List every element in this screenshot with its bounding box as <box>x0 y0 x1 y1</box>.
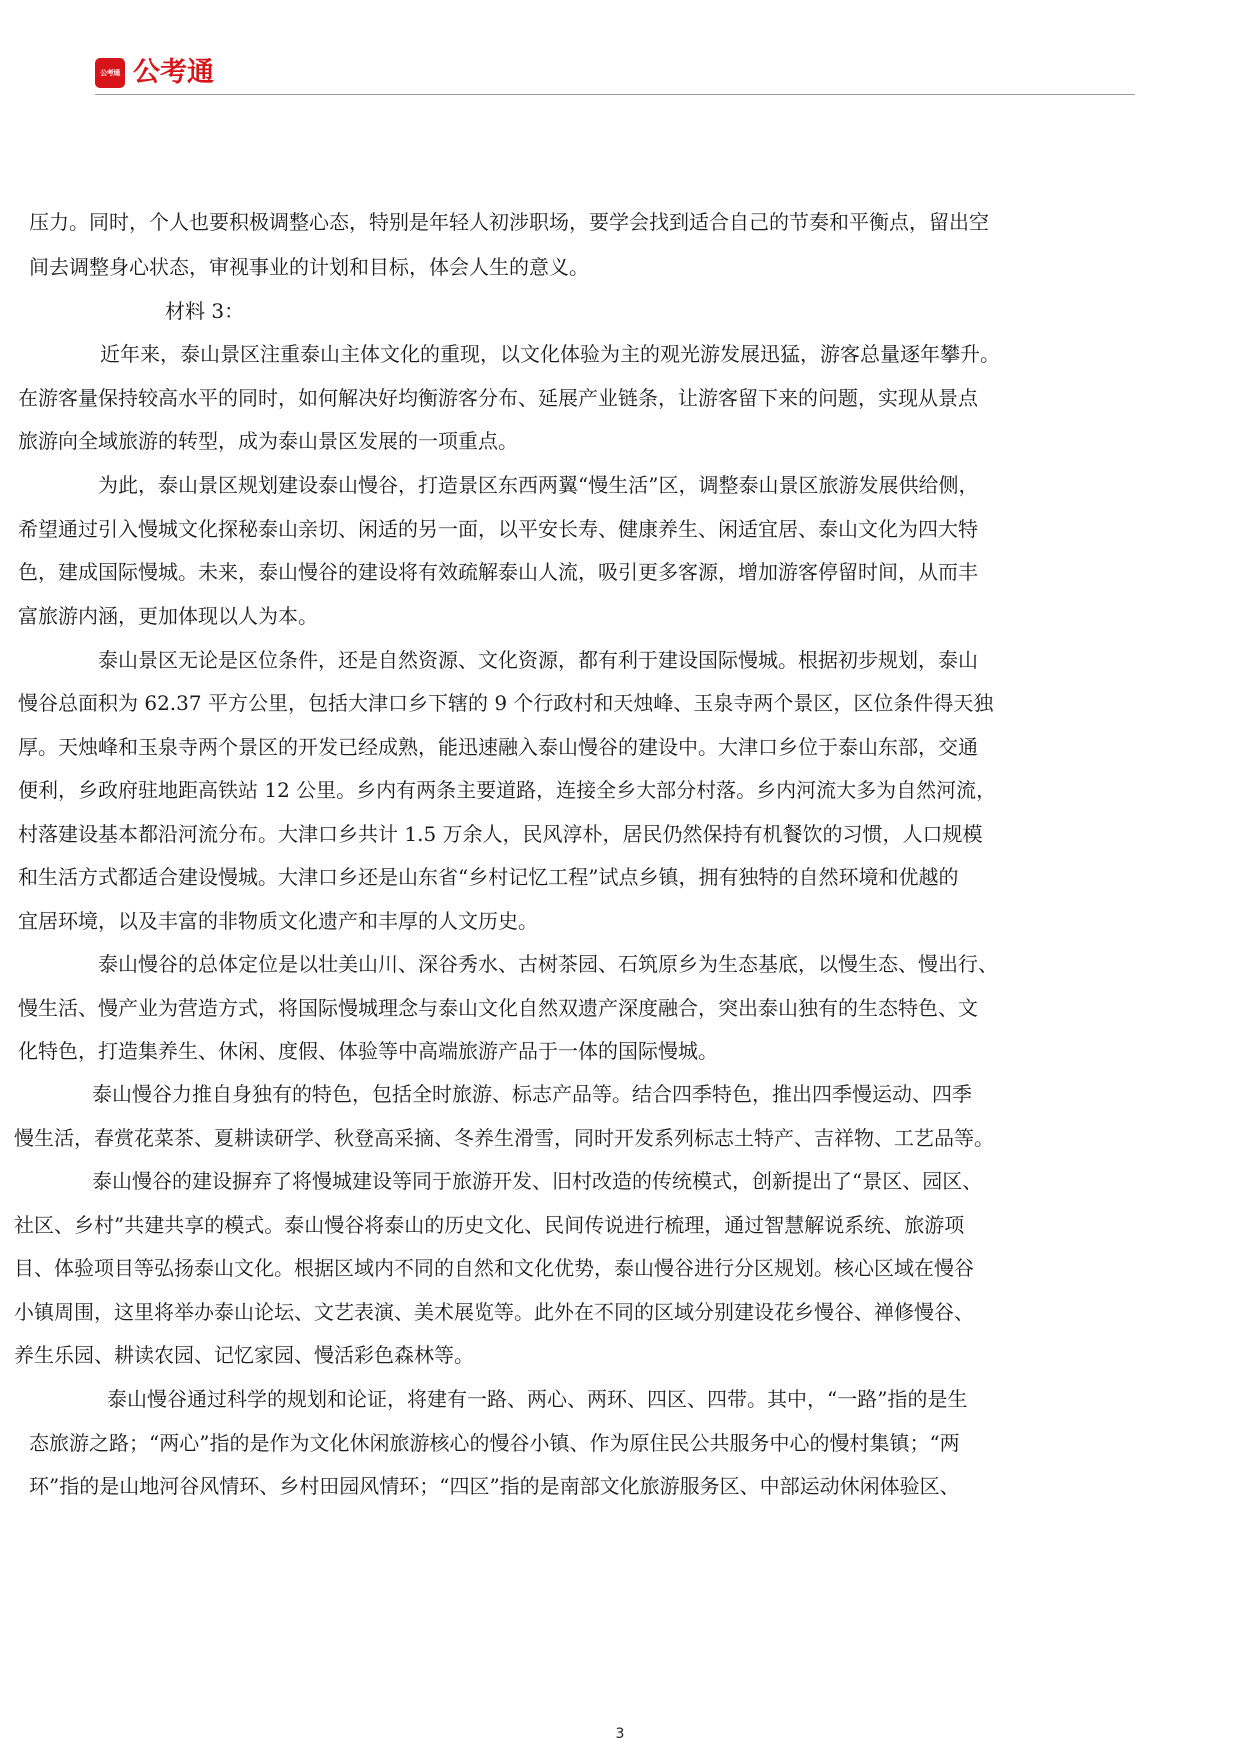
text-line: 社区、乡村”共建共享的模式。泰山慢谷将泰山的历史文化、民间传说进行梳理，通过智慧解说系统、旅游项 <box>14 1213 965 1237</box>
text-line: 间去调整身心状态，审视事业的计划和目标，体会人生的意义。 <box>29 255 589 279</box>
text-line: 压力。同时，个人也要积极调整心态，特别是年轻人初涉职场，要学会找到适合自己的节奏和平衡点，留出空 <box>29 210 989 234</box>
text-line: 化特色，打造集养生、休闲、度假、体验等中高端旅游产品于一体的国际慢城。 <box>18 1039 718 1063</box>
text-line: 便利，乡政府驻地距高铁站 12 公里。乡内有两条主要道路，连接全乡大部分村落。乡内河流大多为自然河流， <box>18 778 997 802</box>
text-line: 泰山慢谷的建设摒弃了将慢城建设等同于旅游开发、旧村改造的传统模式，创新提出了“景区、园区、 <box>92 1169 983 1193</box>
text-line: 泰山慢谷通过科学的规划和论证，将建有一路、两心、两环、四区、四带。其中，“一路”指的是生 <box>107 1387 968 1411</box>
text-line: 在游客量保持较高水平的同时，如何解决好均衡游客分布、延展产业链条，让游客留下来的问题，实现从景点 <box>18 386 978 410</box>
page-header <box>95 58 1135 98</box>
text-line: 村落建设基本都沿河流分布。大津口乡共计 1.5 万余人，民风淳朴，居民仍然保持有机餐饮的习惯，人口规模 <box>18 822 983 846</box>
text-line: 泰山慢谷力推自身独有的特色，包括全时旅游、标志产品等。结合四季特色，推出四季慢运动、四季 <box>92 1082 972 1106</box>
text-line: 色，建成国际慢城。未来，泰山慢谷的建设将有效疏解泰山人流，吸引更多客源，增加游客停留时间，从而丰 <box>18 560 978 584</box>
text-line: 慢生活，春赏花菜茶、夏耕读研学、秋登高采摘、冬养生滑雪，同时开发系列标志土特产、吉祥物、工艺品等。 <box>14 1126 994 1150</box>
text-line: 环”指的是山地河谷风情环、乡村田园风情环；“四区”指的是南部文化旅游服务区、中部运动休闲体验区、 <box>29 1474 960 1498</box>
text-line: 近年来，泰山景区注重泰山主体文化的重现，以文化体验为主的观光游发展迅猛，游客总量逐年攀升。 <box>100 342 1000 366</box>
text-line: 慢生活、慢产业为营造方式，将国际慢城理念与泰山文化自然双遗产深度融合，突出泰山独有的生态特色、文 <box>18 996 978 1020</box>
text-line: 为此，泰山景区规划建设泰山慢谷，打造景区东西两翼“慢生活”区，调整泰山景区旅游发展供给侧， <box>98 473 979 497</box>
text-line: 态旅游之路；“两心”指的是作为文化休闲旅游核心的慢谷小镇、作为原住民公共服务中心的慢村集镇；“两 <box>29 1431 960 1455</box>
text-line: 养生乐园、耕读农园、记忆家园、慢活彩色森林等。 <box>14 1343 474 1367</box>
text-line: 目、体验项目等弘扬泰山文化。根据区域内不同的自然和文化优势，泰山慢谷进行分区规划。核心区域在慢谷 <box>14 1256 974 1280</box>
text-line: 和生活方式都适合建设慢城。大津口乡还是山东省“乡村记忆工程”试点乡镇，拥有独特的自然环境和优越的 <box>18 865 959 889</box>
text-line: 慢谷总面积为 62.37 平方公里，包括大津口乡下辖的 9 个行政村和天烛峰、玉泉寺两个景区，区位条件得天独 <box>18 691 994 715</box>
text-line: 泰山景区无论是区位条件，还是自然资源、文化资源，都有利于建设国际慢城。根据初步规划，泰山 <box>98 648 978 672</box>
text-line: 厚。天烛峰和玉泉寺两个景区的开发已经成熟，能迅速融入泰山慢谷的建设中。大津口乡位于泰山东部，交通 <box>18 735 978 759</box>
text-line: 希望通过引入慢城文化探秘泰山亲切、闲适的另一面，以平安长寿、健康养生、闲适宜居、泰山文化为四大特 <box>18 517 978 541</box>
logo-badge: 公考通 <box>95 58 125 88</box>
text-line: 富旅游内涵，更加体现以人为本。 <box>18 604 318 628</box>
text-line: 宜居环境，以及丰富的非物质文化遗产和丰厚的人文历史。 <box>18 909 538 933</box>
text-line: 旅游向全域旅游的转型，成为泰山景区发展的一项重点。 <box>18 429 518 453</box>
header-divider <box>95 94 1135 95</box>
page-number: 3 <box>615 1726 625 1742</box>
brand-logo-text: 公考通 <box>133 57 214 88</box>
text-line: 泰山慢谷的总体定位是以壮美山川、深谷秀水、古树茶园、石筑原乡为生态基底，以慢生态、慢出行、 <box>98 952 998 976</box>
material-heading: 材料 3： <box>165 299 245 323</box>
text-line: 小镇周围，这里将举办泰山论坛、文艺表演、美术展览等。此外在不同的区域分别建设花乡慢谷、禅修慢谷、 <box>14 1300 974 1324</box>
